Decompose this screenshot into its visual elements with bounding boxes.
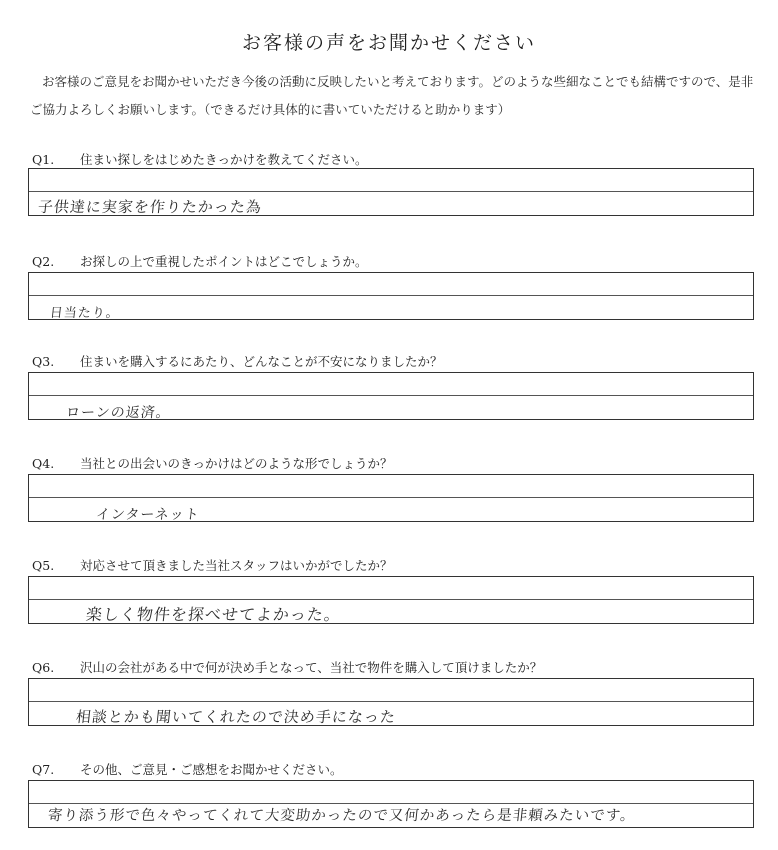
question-number: Q4. xyxy=(32,456,55,471)
question-text: 住まいを購入するにあたり、どんなことが不安になりましたか？ xyxy=(80,354,443,369)
question-label xyxy=(32,352,443,370)
question-label xyxy=(32,252,368,270)
form-intro: お客様のご意見をお聞かせいただき今後の活動に反映したいと考えております。どのような些細なことでも結構ですので、是非ご協力よろしくお願いします。（できるだけ具体的に書いていただけると助かります） xyxy=(30,74,754,117)
question-text: 住まい探しをはじめたきっかけを教えてください。 xyxy=(80,152,368,167)
answer-text: ローンの返済。 xyxy=(65,405,172,421)
question-number: Q3. xyxy=(32,354,55,369)
answer-rule xyxy=(29,599,753,600)
answer-text: 日当たり。 xyxy=(49,306,121,321)
answer-rule xyxy=(29,701,753,702)
answer-box xyxy=(28,272,754,320)
question-text: 対応させて頂きました当社スタッフはいかがでしたか？ xyxy=(80,558,393,573)
question-label xyxy=(32,150,368,168)
question-number: Q7. xyxy=(32,762,55,777)
question-label xyxy=(32,760,343,778)
question-number: Q6. xyxy=(32,660,55,675)
question-number: Q5. xyxy=(32,558,55,573)
answer-text: 相談とかも聞いてくれたので決め手になった xyxy=(75,708,397,726)
question-number: Q2. xyxy=(32,254,55,269)
answer-text: インターネット xyxy=(95,507,201,523)
question-text: 当社との出会いのきっかけはどのような形でしょうか？ xyxy=(80,456,393,471)
question-label xyxy=(32,658,542,676)
answer-rule xyxy=(29,395,753,396)
answer-rule xyxy=(29,497,753,498)
question-text: その他、ご意見・ご感想をお聞かせください。 xyxy=(80,762,343,777)
answer-rule xyxy=(29,191,753,192)
question-text: お探しの上で重視したポイントはどこでしょうか。 xyxy=(80,254,368,269)
form-title: お客様の声をお聞かせください xyxy=(241,32,536,54)
question-text: 沢山の会社がある中で何が決め手となって、当社で物件を購入して頂けましたか？ xyxy=(80,660,543,675)
question-label xyxy=(32,556,393,574)
answer-text: 子供達に実家を作りたかった為 xyxy=(37,198,263,216)
answer-rule xyxy=(29,295,753,296)
question-number: Q1. xyxy=(32,152,55,167)
answer-text: 寄り添う形で色々やってくれて大変助かったので又何かあったら是非頼みたいです。 xyxy=(47,808,637,824)
question-label xyxy=(32,454,393,472)
answer-text: 楽しく物件を探べせてよかった。 xyxy=(84,605,342,624)
